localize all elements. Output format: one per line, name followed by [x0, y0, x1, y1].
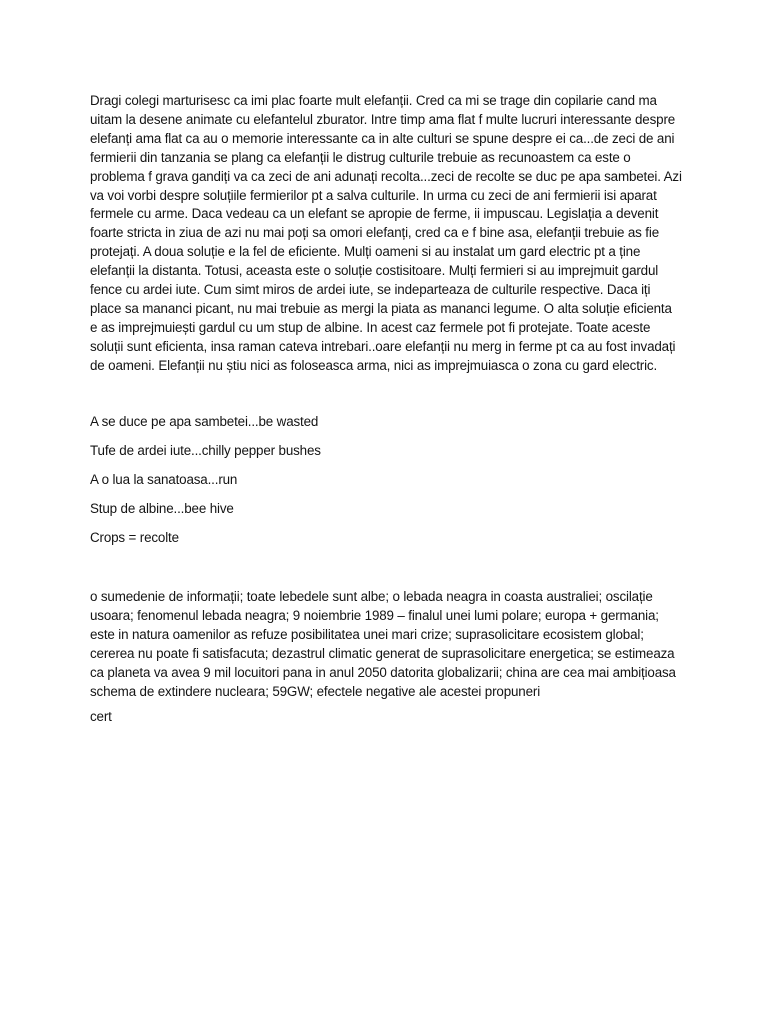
vocabulary-line-4: Stup de albine...bee hive — [90, 501, 234, 516]
notes-paragraph: o sumedenie de informații; toate lebedele sunt albe; o lebada neagra in coasta australiei; oscilație usoara; fenomenul lebada neagra; 9 noiembrie 1989 – finalul unei lumi polare; europa + germania; este in natura oamenilor as refuze posibilitatea unei mari crize; suprasolicitare ecosistem global; cererea nu poate fi satisfacuta; dezastrul climatic generat de suprasolicitare energetica; se estimeaza ca planeta va avea 9 mil locuitori pana in anul 2050 datorita globalizarii; china are cea mai ambițioasa schema de extindere nucleara; 59GW; efectele negative ale acestei propuneri — [90, 589, 676, 699]
final-word: cert — [90, 709, 112, 724]
vocabulary-line-5: Crops = recolte — [90, 530, 179, 545]
vocabulary-line-1: A se duce pe apa sambetei...be wasted — [90, 414, 319, 429]
vocabulary-line-3: A o lua la sanatoasa...run — [90, 472, 238, 487]
vocabulary-line-2: Tufe de ardei iute...chilly pepper bushes — [90, 443, 321, 458]
main-paragraph: Dragi colegi marturisesc ca imi plac foarte mult elefanții. Cred ca mi se trage din copilarie cand ma uitam la desene animate cu elefantelul zburator. Intre timp ama flat f multe lucruri interessante despre elefanți ama flat ca au o memorie interessante ca in alte culturi se spune despre ei ca...de zeci de ani fermierii din tanzania se plang ca elefanții le distrug culturile trebuie as recunoastem ca este o problema f grava gandiți va ca zeci de ani adunați recolta...zeci de recolte se duc pe apa sambetei. Azi va voi vorbi despre soluțiile fermierilor pt a salva culturile. In urma cu zeci de ani fermierii isi aparat fermele cu arme. Daca vedeau ca un elefant se apropie de ferme, ii impuscau. Legislația a devenit foarte stricta in ziua de azi nu mai poți sa omori elefanți, cred ca e f bine asa, elefanții trebuie as fie protejați. A doua soluție e la fel de eficiente. Mulți oameni si au instalat um gard electric pt a ține elefanții la distanta. Totusi, aceasta este o soluție costisitoare. Mulți fermieri si au imprejmuit gardul fence cu ardei iute. Cum simt miros de ardei iute, se indeparteaza de culturile respective. Daca iți place sa mananci picant, nu mai trebuie as mergi la piata as mananci legume. O alta soluție eficienta e as imprejmuiești gardul cu um stup de albine. In acest caz fermele pot fi protejate. Toate aceste soluții sunt eficienta, insa raman cateva intrebari..oare elefanții nu merg in ferme pt ca au fost invadați de oameni. Elefanții nu știu nici as foloseasca arma, nici as imprejmuiasca o zona cu gard electric. — [90, 93, 682, 373]
